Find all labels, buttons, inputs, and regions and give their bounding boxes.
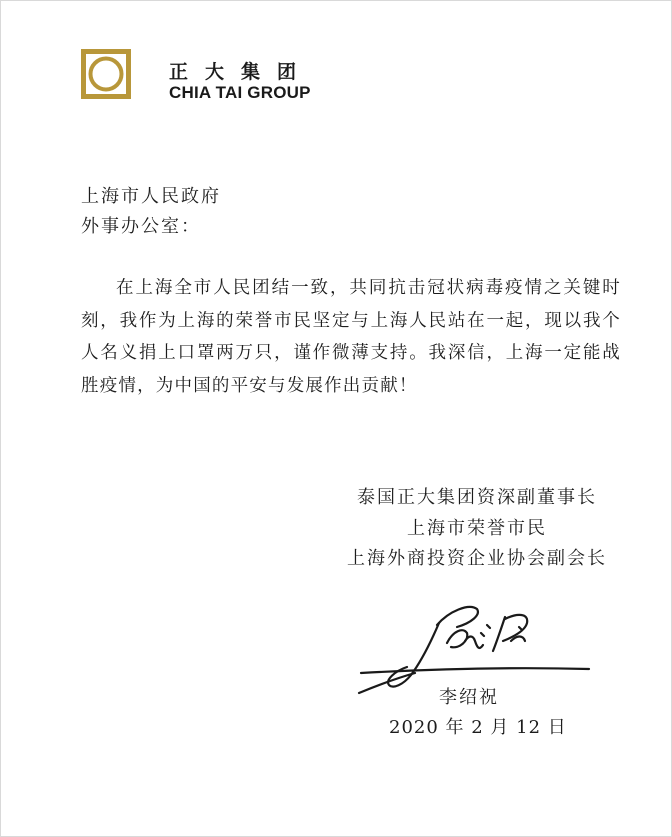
company-name-en: CHIA TAI GROUP	[169, 83, 311, 102]
signer-title-2: 上海市荣誉市民	[407, 517, 547, 539]
addressee	[81, 182, 221, 242]
letter-date: 2020 年 2 月 12 日	[389, 717, 567, 738]
handwritten-signature-icon	[353, 597, 593, 697]
addressee-line-1: 上海市人民政府	[81, 186, 221, 207]
signer-name: 李绍祝	[439, 687, 499, 708]
signature-titles	[347, 483, 607, 575]
signer-title-3: 上海外商投资企业协会副会长	[347, 548, 607, 569]
signer-title-1: 泰国正大集团资深副董事长	[357, 487, 597, 508]
letter-body: 在上海全市人民团结一致，共同抗击冠状病毒疫情之关键时刻，我作为上海的荣誉市民坚定与上海人民站在一起，现以我个人名义捐上口罩两万只，谨作微薄支持。我深信，上海一定能战胜疫情，为中国的平安与发展作出贡献！	[81, 278, 621, 396]
addressee-line-2: 外事办公室：	[81, 216, 201, 237]
chia-tai-logo-icon	[81, 49, 131, 99]
company-name-cn: 正大集团	[169, 61, 314, 83]
